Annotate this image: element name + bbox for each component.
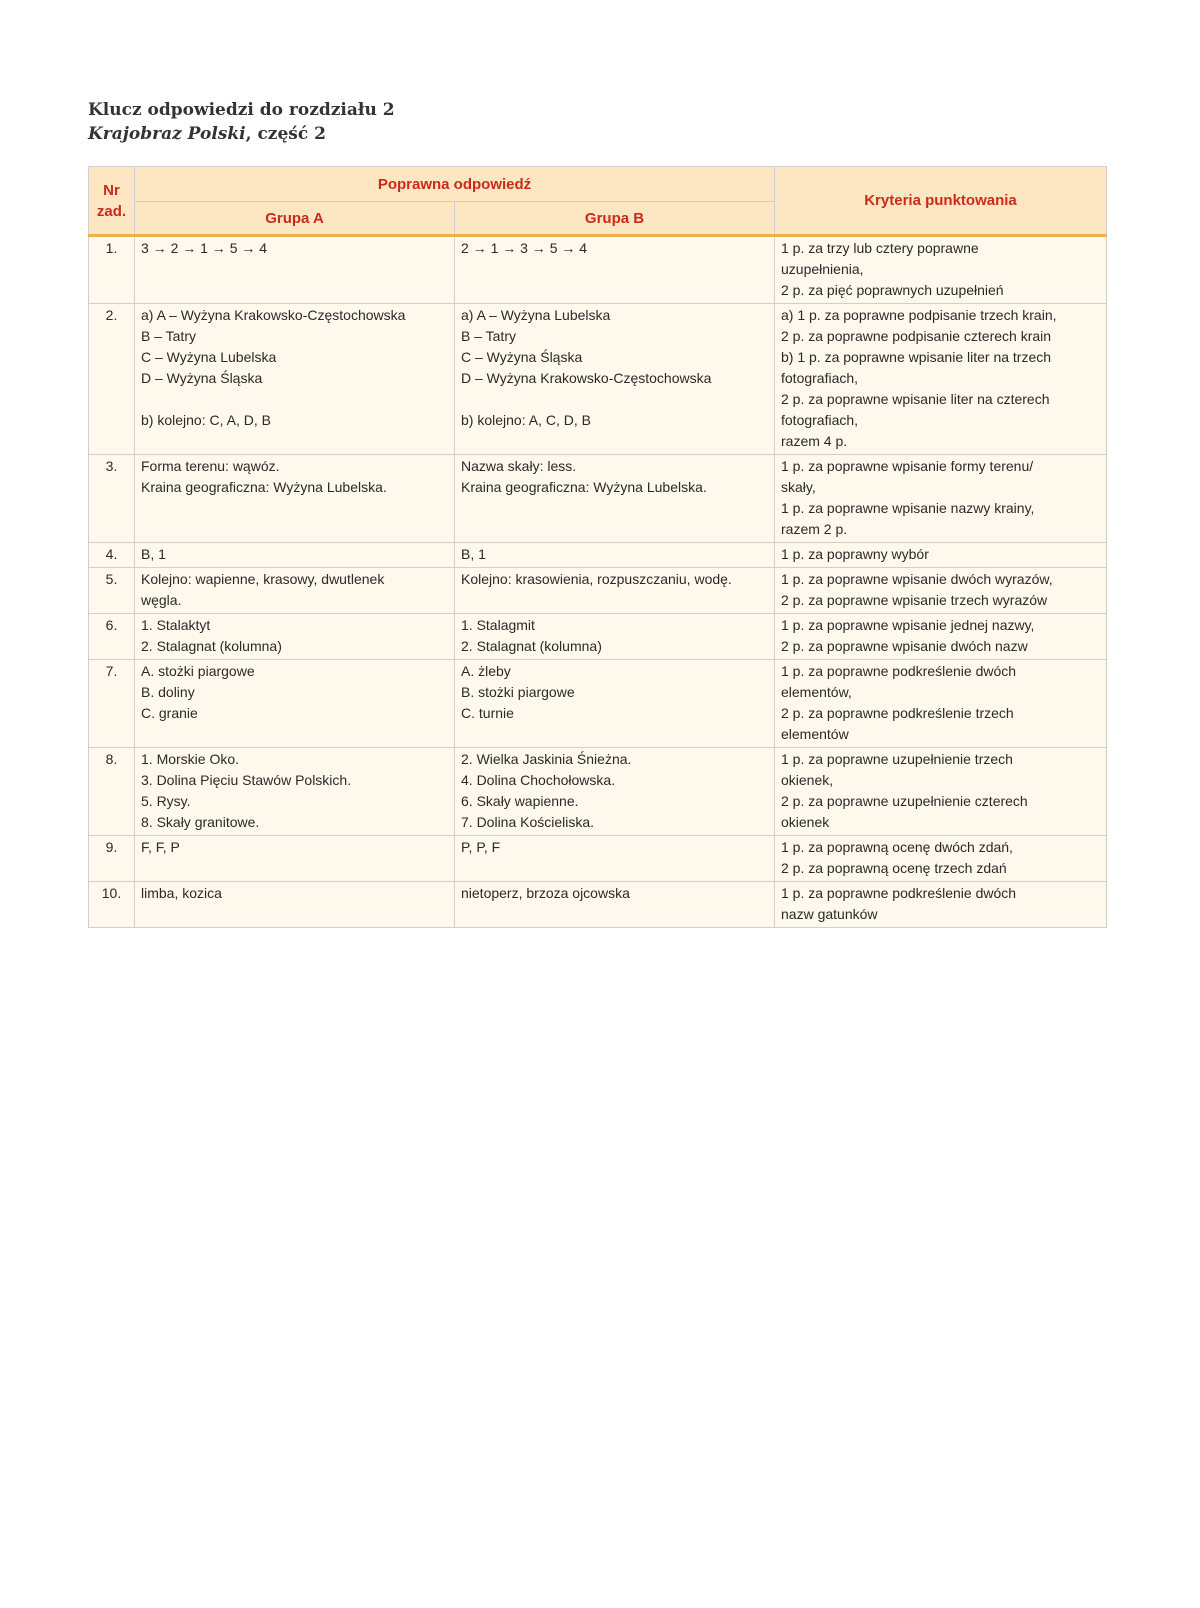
cell-line: 1 p. za poprawne wpisanie formy terenu/ (781, 458, 1034, 474)
group-a-answer (135, 543, 455, 568)
scoring-criteria (775, 836, 1107, 882)
cell-line: 1 p. za poprawne wpisanie nazwy krainy, (781, 500, 1035, 516)
cell-line: 3 → 2 → 1 → 5 → 4 (141, 240, 268, 256)
cell-line: 2. Stalagnat (kolumna) (461, 638, 602, 654)
task-number: 4. (89, 543, 135, 568)
group-a-answer (135, 304, 455, 455)
task-number: 7. (89, 660, 135, 748)
scoring-criteria (775, 455, 1107, 543)
cell-line: 1 p. za poprawne uzupełnienie trzech (781, 751, 1013, 767)
cell-line: C – Wyżyna Śląska (461, 349, 583, 365)
cell-line: skały, (781, 479, 816, 495)
cell-line: B. stożki piargowe (461, 684, 575, 700)
header-correct-answer: Poprawna odpowiedź (135, 167, 775, 202)
group-a-answer (135, 836, 455, 882)
cell-line: 1 p. za poprawne podkreślenie dwóch (781, 663, 1017, 679)
cell-line: okienek (781, 814, 830, 830)
cell-line: 1 p. za poprawną ocenę dwóch zdań, (781, 839, 1013, 855)
cell-line: A. stożki piargowe (141, 663, 255, 679)
group-b-answer (455, 882, 775, 928)
cell-line: 1. Stalaktyt (141, 617, 211, 633)
cell-line: 4. Dolina Chochołowska. (461, 772, 616, 788)
cell-line: 6. Skały wapienne. (461, 793, 579, 809)
group-b-answer (455, 568, 775, 614)
cell-line: 2. Stalagnat (kolumna) (141, 638, 282, 654)
cell-line: b) kolejno: C, A, D, B (141, 412, 271, 428)
header-group-a: Grupa A (135, 202, 455, 236)
group-b-answer (455, 304, 775, 455)
cell-line: 2 p. za poprawne podpisanie czterech krain (781, 328, 1052, 344)
group-a-answer (135, 748, 455, 836)
table-row (89, 660, 1107, 748)
cell-line: uzupełnienia, (781, 261, 864, 277)
cell-line: 2 p. za poprawne podkreślenie trzech (781, 705, 1014, 721)
table-row (89, 543, 1107, 568)
header-criteria: Kryteria punktowania (775, 167, 1107, 236)
cell-line: nietoperz, brzoza ojcowska (461, 885, 630, 901)
task-number: 2. (89, 304, 135, 455)
cell-line: D – Wyżyna Krakowsko-Częstochowska (461, 370, 712, 386)
cell-line: B. doliny (141, 684, 195, 700)
group-b-answer (455, 748, 775, 836)
table-row (89, 304, 1107, 455)
cell-line: P, P, F (461, 839, 501, 855)
task-number: 1. (89, 236, 135, 304)
task-number: 10. (89, 882, 135, 928)
cell-line: okienek, (781, 772, 834, 788)
scoring-criteria (775, 614, 1107, 660)
cell-line: 1 p. za poprawne wpisanie jednej nazwy, (781, 617, 1035, 633)
cell-line: 8. Skały granitowe. (141, 814, 260, 830)
group-a-answer (135, 660, 455, 748)
cell-line: razem 2 p. (781, 521, 848, 537)
cell-line: D – Wyżyna Śląska (141, 370, 263, 386)
cell-line: 2 → 1 → 3 → 5 → 4 (461, 240, 588, 256)
cell-line: B, 1 (141, 546, 166, 562)
cell-line: a) A – Wyżyna Krakowsko-Częstochowska (141, 307, 406, 323)
cell-line: C. granie (141, 705, 198, 721)
cell-line: Kraina geograficzna: Wyżyna Lubelska. (141, 479, 387, 495)
group-a-answer (135, 455, 455, 543)
subtitle-italic: Krajobraz Polski (88, 124, 246, 144)
scoring-criteria (775, 882, 1107, 928)
table-row (89, 748, 1107, 836)
cell-line: elementów (781, 726, 849, 742)
table-row (89, 568, 1107, 614)
group-b-answer (455, 836, 775, 882)
table-body (89, 236, 1107, 928)
group-b-answer (455, 660, 775, 748)
cell-line: B – Tatry (141, 328, 196, 344)
subtitle-rest: , część 2 (245, 124, 326, 144)
cell-line: b) 1 p. za poprawne wpisanie liter na trzech (781, 349, 1052, 365)
table-row (89, 455, 1107, 543)
cell-line: C. turnie (461, 705, 514, 721)
cell-line: B, 1 (461, 546, 486, 562)
task-number: 3. (89, 455, 135, 543)
cell-line: 2 p. za poprawne uzupełnienie czterech (781, 793, 1028, 809)
task-number: 8. (89, 748, 135, 836)
cell-line: 2. Wielka Jaskinia Śnieżna. (461, 751, 632, 767)
cell-line: Kolejno: wapienne, krasowy, dwutlenek (141, 571, 385, 587)
cell-line: elementów, (781, 684, 852, 700)
cell-line: Kolejno: krasowienia, rozpuszczaniu, wodę. (461, 571, 732, 587)
cell-line: 1 p. za poprawne podkreślenie dwóch (781, 885, 1017, 901)
scoring-criteria (775, 568, 1107, 614)
cell-line: 2 p. za poprawną ocenę trzech zdań (781, 860, 1007, 876)
page-header (88, 98, 395, 146)
cell-line: 2 p. za poprawne wpisanie dwóch nazw (781, 638, 1028, 654)
task-number: 5. (89, 568, 135, 614)
group-a-answer (135, 882, 455, 928)
scoring-criteria (775, 660, 1107, 748)
cell-line: 1. Stalagmit (461, 617, 535, 633)
cell-line: a) A – Wyżyna Lubelska (461, 307, 611, 323)
group-a-answer (135, 614, 455, 660)
cell-line: 1. Morskie Oko. (141, 751, 240, 767)
cell-line: F, F, P (141, 839, 180, 855)
page-title: Klucz odpowiedzi do rozdziału 2 (88, 100, 395, 120)
cell-line: 1 p. za trzy lub cztery poprawne (781, 240, 979, 256)
table-row (89, 614, 1107, 660)
page-subtitle (88, 122, 395, 146)
group-a-answer (135, 236, 455, 304)
cell-line: 2 p. za poprawne wpisanie liter na czterech (781, 391, 1050, 407)
table-row (89, 236, 1107, 304)
group-b-answer (455, 236, 775, 304)
group-b-answer (455, 455, 775, 543)
scoring-criteria (775, 304, 1107, 455)
blank-line (461, 389, 769, 410)
cell-line: B – Tatry (461, 328, 516, 344)
cell-line: Nazwa skały: less. (461, 458, 577, 474)
cell-line: fotografiach, (781, 370, 859, 386)
cell-line: razem 4 p. (781, 433, 848, 449)
cell-line: fotografiach, (781, 412, 859, 428)
header-nr: Nr zad. (89, 167, 135, 236)
scoring-criteria (775, 543, 1107, 568)
cell-line: 2 p. za poprawne wpisanie trzech wyrazów (781, 592, 1048, 608)
answer-key-table (88, 166, 1107, 928)
scoring-criteria (775, 236, 1107, 304)
group-b-answer (455, 614, 775, 660)
cell-line: 3. Dolina Pięciu Stawów Polskich. (141, 772, 352, 788)
cell-line: C – Wyżyna Lubelska (141, 349, 277, 365)
cell-line: Forma terenu: wąwóz. (141, 458, 280, 474)
cell-line: 2 p. za pięć poprawnych uzupełnień (781, 282, 1004, 298)
cell-line: nazw gatunków (781, 906, 878, 922)
cell-line: węgla. (141, 592, 182, 608)
cell-line: 7. Dolina Kościeliska. (461, 814, 595, 830)
cell-line: A. żleby (461, 663, 511, 679)
cell-line: b) kolejno: A, C, D, B (461, 412, 591, 428)
cell-line: 1 p. za poprawny wybór (781, 546, 929, 562)
scoring-criteria (775, 748, 1107, 836)
cell-line: 5. Rysy. (141, 793, 191, 809)
task-number: 9. (89, 836, 135, 882)
group-b-answer (455, 543, 775, 568)
cell-line: limba, kozica (141, 885, 222, 901)
header-group-b: Grupa B (455, 202, 775, 236)
cell-line: a) 1 p. za poprawne podpisanie trzech krain, (781, 307, 1057, 323)
table-row (89, 882, 1107, 928)
cell-line: Kraina geograficzna: Wyżyna Lubelska. (461, 479, 707, 495)
group-a-answer (135, 568, 455, 614)
blank-line (141, 389, 449, 410)
task-number: 6. (89, 614, 135, 660)
cell-line: 1 p. za poprawne wpisanie dwóch wyrazów, (781, 571, 1053, 587)
table-row (89, 836, 1107, 882)
